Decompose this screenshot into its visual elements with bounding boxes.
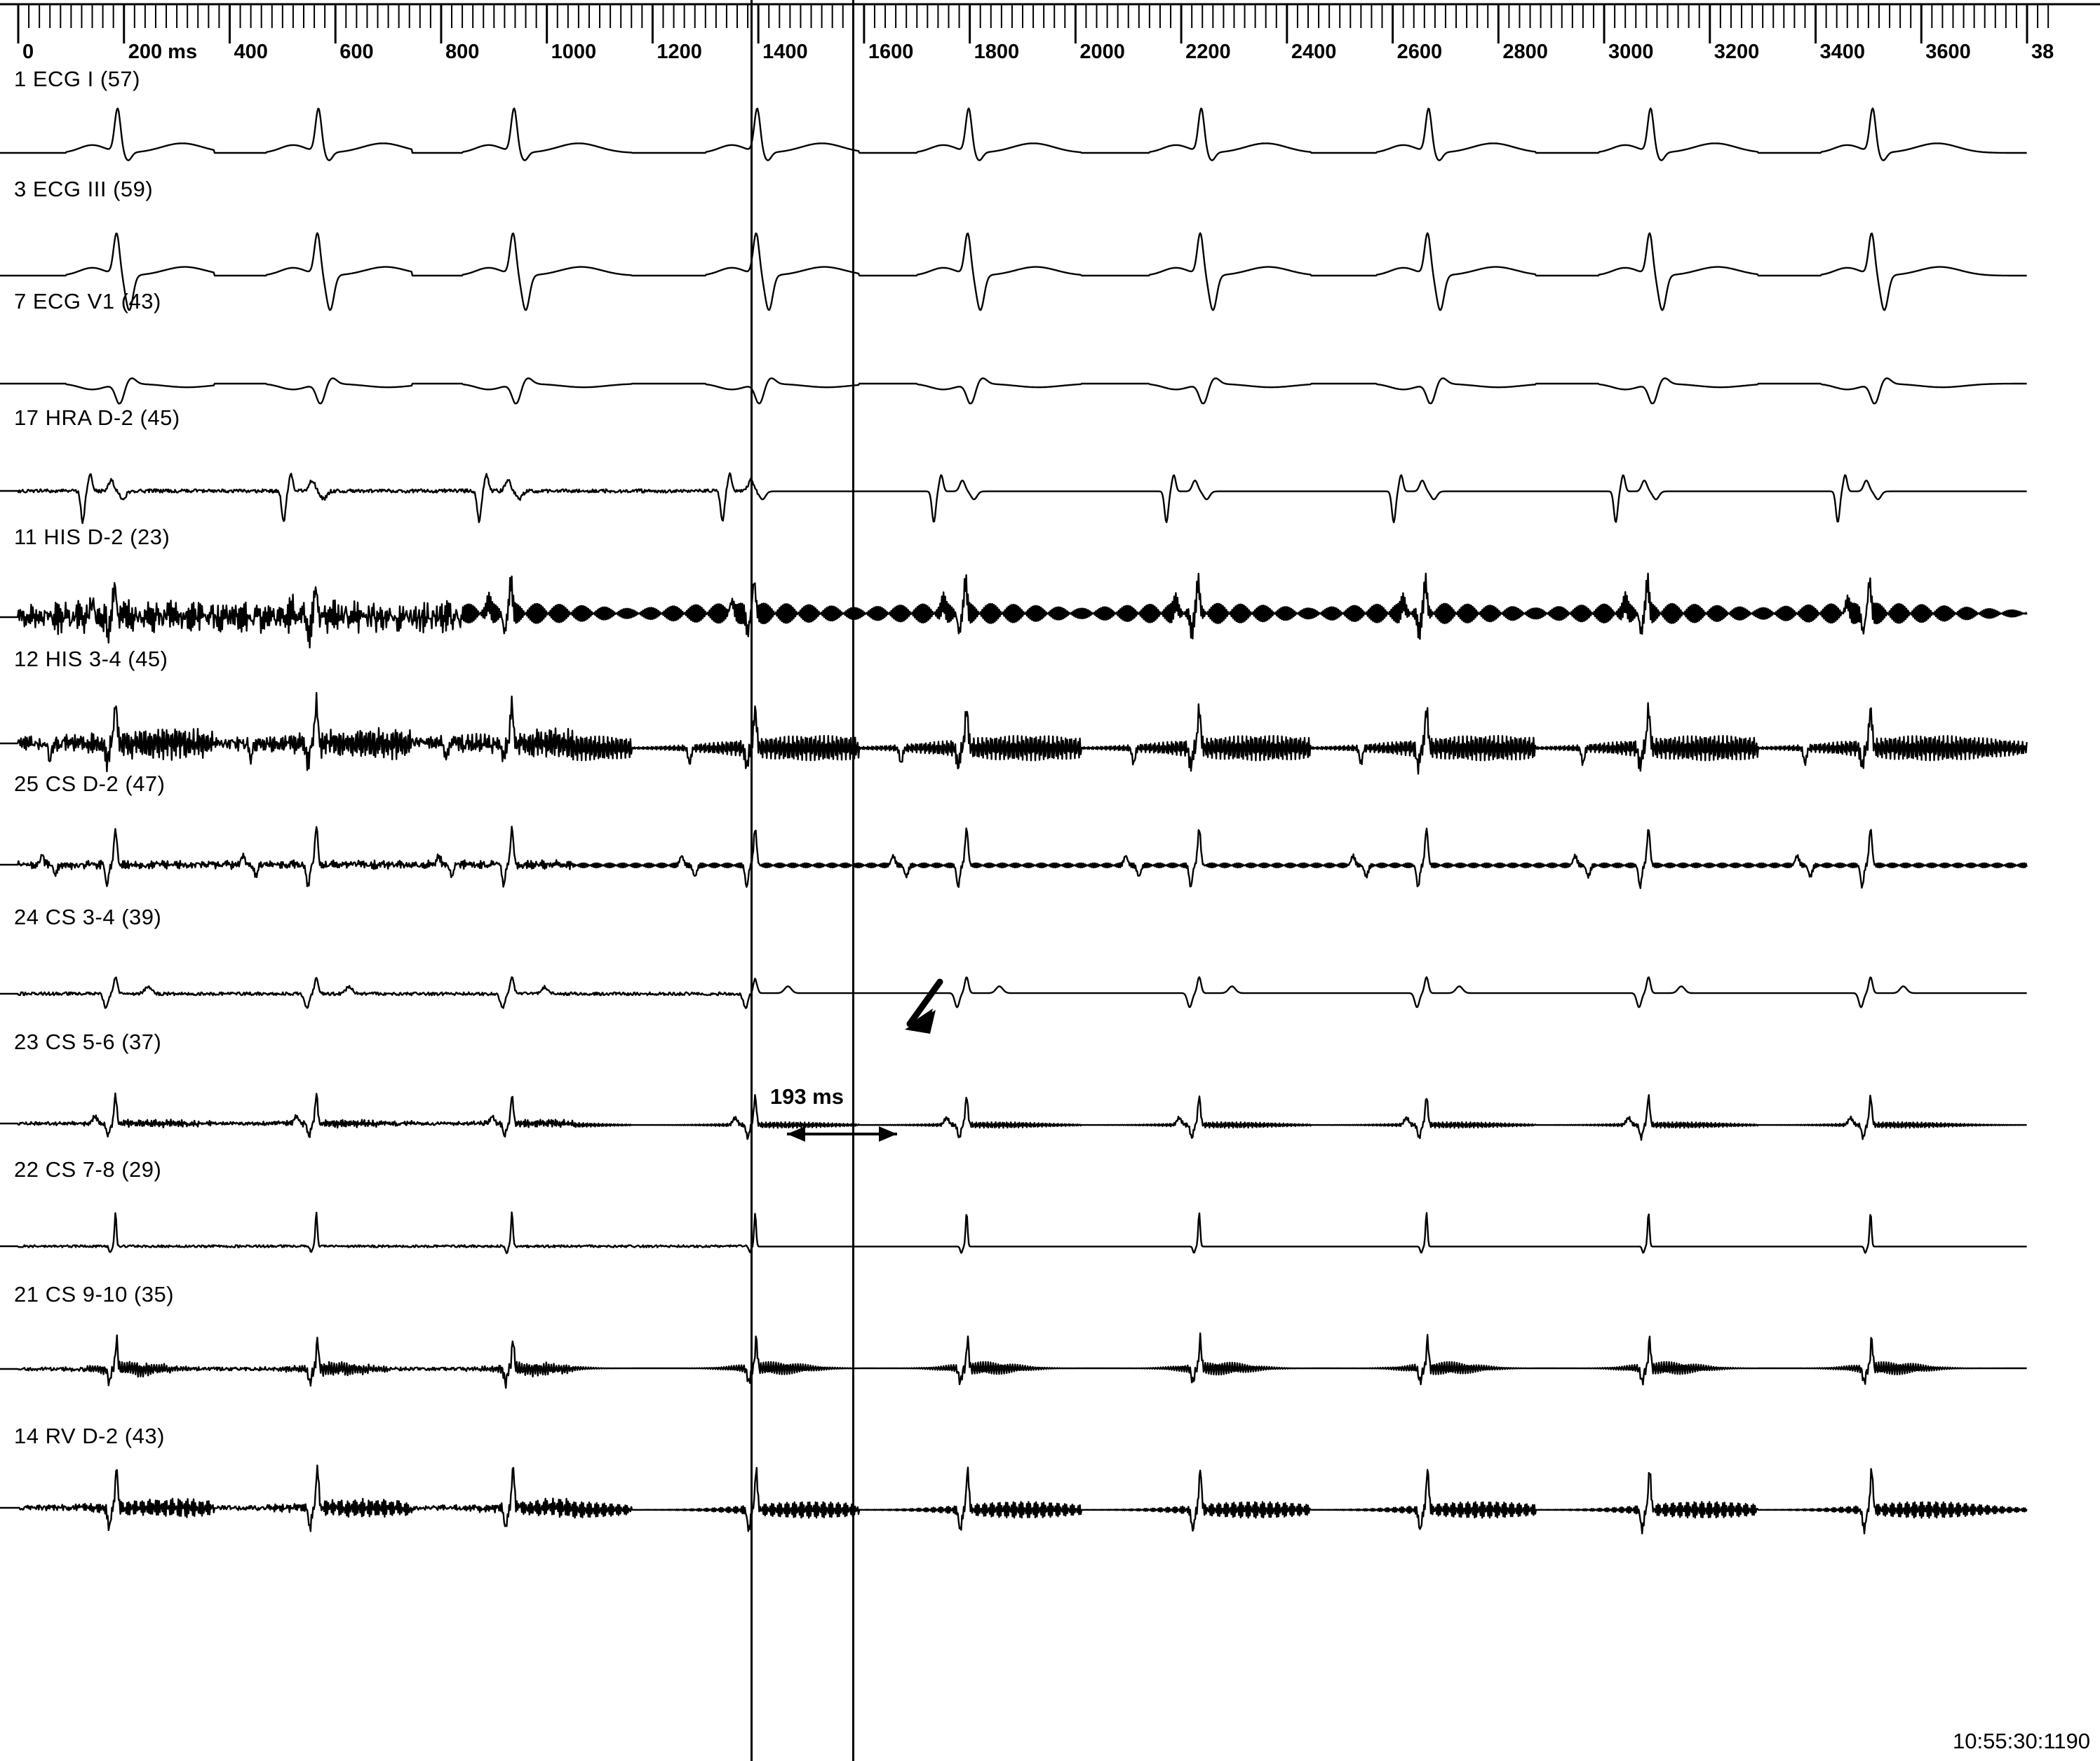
channel-label-rv-d-2[interactable]: 14 RV D-2 (43): [14, 1424, 165, 1448]
waveform-cs-3-4: [0, 929, 2100, 1062]
trace-row[interactable]: [0, 905, 2100, 1062]
waveform-cs-7-8: [0, 1182, 2100, 1304]
trace-row[interactable]: [0, 771, 2100, 922]
ruler-tick-label: 3600: [1925, 41, 1971, 63]
waveform-cs-5-6: [0, 1059, 2100, 1182]
waveform-his-d-2: [0, 554, 2100, 677]
trace-panel[interactable]: [0, 67, 2100, 1761]
ruler-tick-label: 200 ms: [128, 41, 198, 63]
channel-label-ecg-i[interactable]: 1 ECG I (57): [14, 67, 140, 91]
ruler-tick-label: 800: [445, 41, 480, 63]
trace-row[interactable]: [0, 405, 2100, 551]
trace-row[interactable]: [0, 289, 2100, 424]
recording-timestamp: 10:55:30:1190: [1953, 1729, 2090, 1753]
trace-row[interactable]: [0, 67, 2100, 203]
ruler-tick-label: 0: [22, 41, 34, 63]
ruler-tick-label: 1200: [657, 41, 702, 63]
ruler-tick-label: 3200: [1714, 41, 1760, 63]
waveform-rv-d-2: [0, 1438, 2100, 1567]
ruler-tick-label: 400: [234, 41, 268, 63]
channel-label-cs-3-4[interactable]: 24 CS 3-4 (39): [14, 905, 162, 929]
waveform-ecg-i: [0, 98, 2100, 203]
ruler-tick-label: 3400: [1819, 41, 1866, 63]
caliper-cursor-1[interactable]: [751, 0, 753, 1761]
ruler-tick-label: 2800: [1502, 41, 1548, 63]
ruler-tick-label: 2200: [1185, 41, 1231, 63]
ruler-tick-label: 38: [2031, 41, 2054, 63]
trace-row[interactable]: [0, 1030, 2100, 1182]
trace-row[interactable]: [0, 525, 2100, 677]
caliper-cursor-2[interactable]: [852, 0, 854, 1761]
ruler-tick-label: 2400: [1291, 41, 1337, 63]
trace-row[interactable]: [0, 1424, 2100, 1567]
channel-label-cs-7-8[interactable]: 22 CS 7-8 (29): [14, 1157, 162, 1182]
time-ruler[interactable]: [0, 0, 2100, 77]
ruler-tick-label: 2000: [1079, 41, 1125, 63]
channel-label-ecg-iii[interactable]: 3 ECG III (59): [14, 177, 154, 201]
ruler-tick-label: 2600: [1396, 41, 1443, 63]
ruler-tick-label: 1000: [551, 41, 597, 63]
trace-row[interactable]: [0, 1157, 2100, 1304]
channel-label-hra-d-2[interactable]: 17 HRA D-2 (45): [14, 405, 180, 430]
channel-label-cs-d-2[interactable]: 25 CS D-2 (47): [14, 771, 166, 796]
ruler-tick-label: 600: [339, 41, 374, 63]
trace-row[interactable]: [0, 177, 2100, 319]
ruler-tick-label: 1800: [974, 41, 1020, 63]
channel-label-cs-5-6[interactable]: 23 CS 5-6 (37): [14, 1030, 162, 1054]
waveform-cs-d-2: [0, 803, 2100, 922]
channel-label-his-d-2[interactable]: 11 HIS D-2 (23): [14, 525, 170, 549]
ruler-tick-label: 3000: [1608, 41, 1654, 63]
ruler-tick-label: 1400: [762, 41, 808, 63]
waveform-his-3-4: [0, 677, 2100, 807]
waveform-ecg-iii: [0, 207, 2100, 319]
waveform-ecg-v1: [0, 319, 2100, 424]
ruler-tick-label: 1600: [868, 41, 914, 63]
channel-label-ecg-v1[interactable]: 7 ECG V1 (43): [14, 289, 161, 313]
waveform-hra-d-2: [0, 435, 2100, 551]
interval-measurement-label: 193 ms: [769, 1084, 844, 1109]
waveform-cs-9-10: [0, 1304, 2100, 1431]
channel-label-his-3-4[interactable]: 12 HIS 3-4 (45): [14, 647, 168, 671]
trace-row[interactable]: [0, 1282, 2100, 1431]
ruler-ticks: [0, 0, 2100, 77]
channel-label-cs-9-10[interactable]: 21 CS 9-10 (35): [14, 1282, 175, 1307]
trace-row[interactable]: [0, 647, 2100, 807]
